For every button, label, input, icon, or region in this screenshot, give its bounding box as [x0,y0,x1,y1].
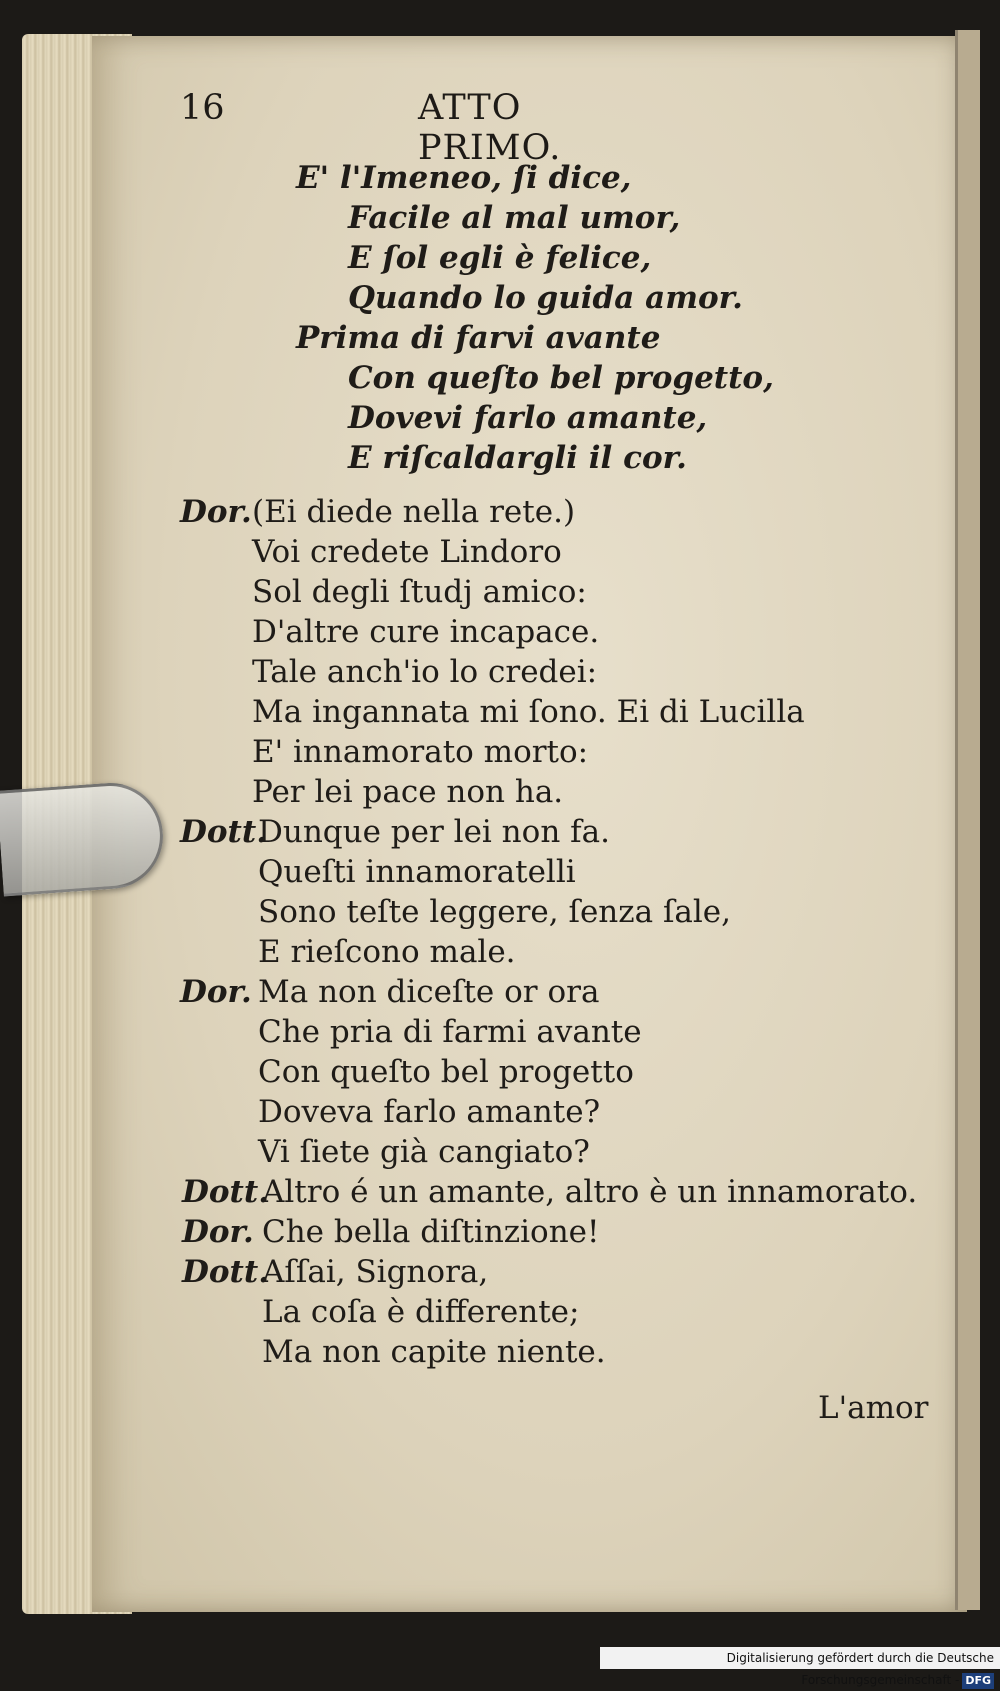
dialogue-line: E' innamorato morto: [252,734,589,770]
speaker-label: Dott. [182,1174,269,1210]
dialogue-line: (Ei diede nella rete.) [252,494,576,530]
speaker-label: Dor. [180,974,252,1010]
page-header [180,88,660,168]
dialogue-line: Ma non capite niente. [262,1334,606,1370]
dialogue-line: D'altre cure incapace. [252,614,600,650]
speaker-label: Dor. [182,1214,254,1250]
digitization-credit [600,1647,1000,1687]
aria-line: Dovevi farlo amante, [348,400,708,436]
catchword: L'amor [818,1390,929,1426]
dialogue-line: Tale anch'io lo credei: [252,654,598,690]
credit-text: Digitalisierung gefördert durch die Deutsche Forschungsgemeinschaft - [726,1651,994,1687]
dialogue-line: Che pria di farmi avante [258,1014,642,1050]
aria-line: Quando lo guida amor. [348,280,743,316]
facing-page-edge [955,30,980,1610]
dialogue-line: Aſſai, Signora, [262,1254,489,1290]
dialogue-line: Doveva farlo amante? [258,1094,601,1130]
running-title: ATTO PRIMO. [418,88,562,168]
dfg-logo: DFG [962,1673,994,1689]
dialogue-line: Con queſto bel progetto [258,1054,634,1090]
aria-line: E riſcaldargli il cor. [348,440,687,476]
aria-line: E ſol egli è felice, [348,240,652,276]
dialogue-line: Per lei pace non ha. [252,774,564,810]
dialogue-line: Altro é un amante, altro è un innamorato. [262,1174,918,1210]
dialogue-line: Ma non diceſte or ora [258,974,600,1010]
dialogue-line: Che bella diſtinzione! [262,1214,600,1250]
dialogue-line: Ma ingannata mi ſono. Ei di Lucilla [252,694,805,730]
aria-line: Prima di farvi avante [296,320,661,356]
page-number: 16 [180,88,225,128]
aria-line: Facile al mal umor, [348,200,681,236]
dialogue-line: La coſa è differente; [262,1294,580,1330]
aria-line: E' l'Imeneo, ſi dice, [296,160,632,196]
aria-line: Con queſto bel progetto, [348,360,774,396]
dialogue-line: Dunque per lei non fa. [258,814,610,850]
speaker-label: Dor. [180,494,252,530]
dialogue-line: E rieſcono male. [258,934,516,970]
dialogue-line: Sol degli ſtudj amico: [252,574,587,610]
dialogue-line: Sono teſte leggere, ſenza ſale, [258,894,732,930]
dialogue-line: Queſti innamoratelli [258,854,576,890]
dialogue-line: Vi ſiete già cangiato? [258,1134,590,1170]
dialogue-line: Voi credete Lindoro [252,534,562,570]
speaker-label: Dott. [182,1254,269,1290]
speaker-label: Dott. [180,814,267,850]
